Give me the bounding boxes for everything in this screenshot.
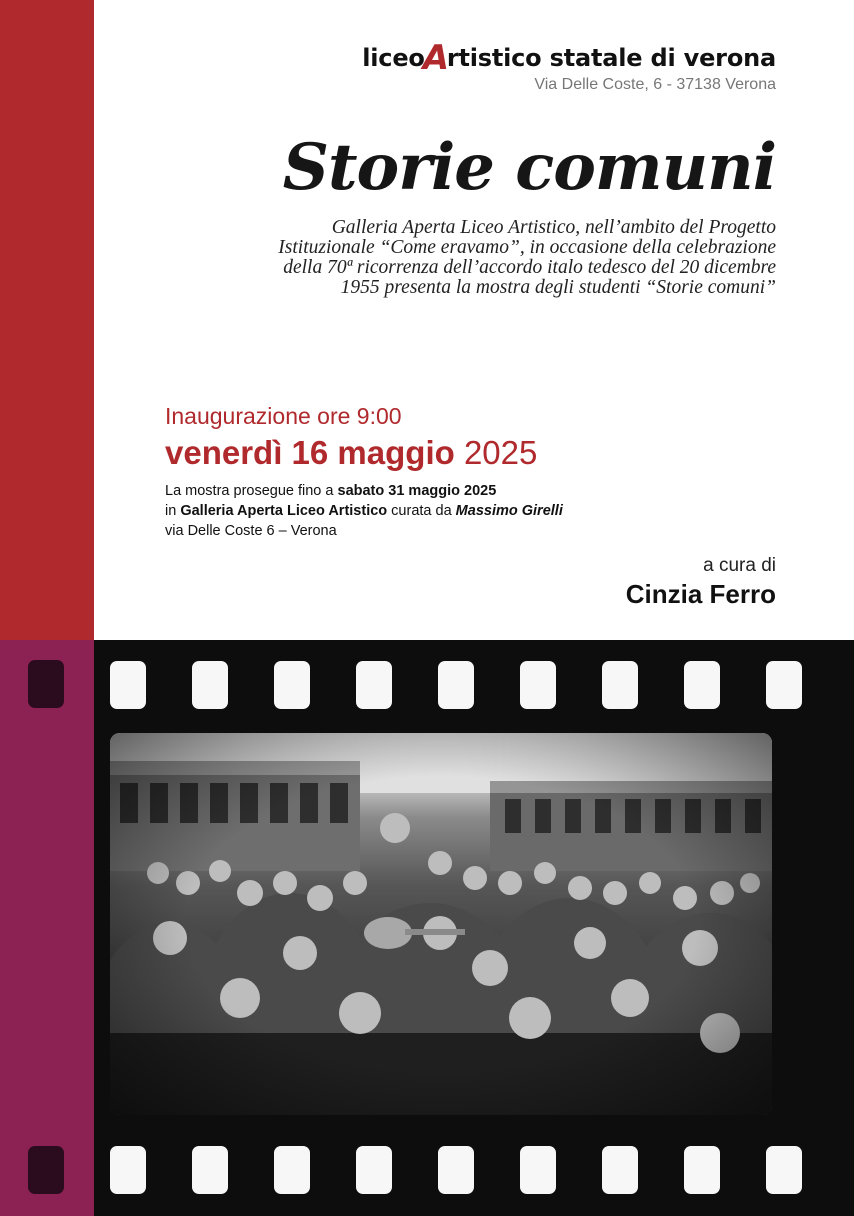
intro-text: Galleria Aperta Liceo Artistico, nell’ambito del Progetto Istituzionale “Come eravamo”, in occasione della celebrazione della 70ª ricorrenza dell’accordo italo tedesco del 20 dicembre 1955 presenta la mostra degli studenti “Storie comuni”: [278, 217, 776, 298]
film-sprocket-hole: [684, 1146, 720, 1194]
crowd-photo-illustration: [110, 733, 772, 1115]
curator-name: Cinzia Ferro: [625, 579, 776, 609]
film-sprocket-hole: [438, 661, 474, 709]
logo-accent-letter: A: [422, 38, 449, 78]
film-sprocket-hole: [356, 661, 392, 709]
curator-block: [626, 555, 776, 610]
archival-photo: [110, 733, 772, 1115]
details-line-3: via Delle Coste 6 – Verona: [165, 523, 337, 539]
details-line-2: in Galleria Aperta Liceo Artistico curata da Massimo Girelli: [165, 503, 563, 519]
event-details: [165, 481, 563, 541]
film-sprocket-hole: [274, 1146, 310, 1194]
school-header: [362, 38, 776, 94]
film-sprocket-hole: [110, 661, 146, 709]
event-date: venerdì 16 maggio 2025: [165, 434, 538, 471]
details-line-1: La mostra prosegue fino a sabato 31 maggio 2025: [165, 483, 497, 499]
film-sprocket-hole: [602, 1146, 638, 1194]
film-sprocket-hole: [520, 661, 556, 709]
film-sprocket-hole: [356, 1146, 392, 1194]
film-sprocket-hole: [766, 1146, 802, 1194]
film-sprocket-hole: [192, 661, 228, 709]
film-sprocket-hole: [110, 1146, 146, 1194]
school-logo: liceoArtistico statale di verona: [362, 38, 776, 78]
purple-side-band: [0, 640, 94, 1216]
film-sprocket-hole: [192, 1146, 228, 1194]
film-sprocket-hole: [684, 661, 720, 709]
inauguration-time: Inaugurazione ore 9:00: [165, 403, 402, 429]
side-sprocket-hole: [28, 660, 64, 708]
film-sprocket-hole: [602, 661, 638, 709]
film-sprocket-hole: [766, 661, 802, 709]
film-sprocket-hole: [438, 1146, 474, 1194]
school-address: Via Delle Coste, 6 - 37138 Verona: [534, 76, 776, 93]
curator-label: a cura di: [703, 555, 776, 576]
exhibition-title: Storie comuni: [282, 130, 776, 205]
red-side-band: [0, 0, 94, 640]
side-sprocket-hole: [28, 1146, 64, 1194]
film-sprocket-hole: [274, 661, 310, 709]
film-sprocket-hole: [520, 1146, 556, 1194]
